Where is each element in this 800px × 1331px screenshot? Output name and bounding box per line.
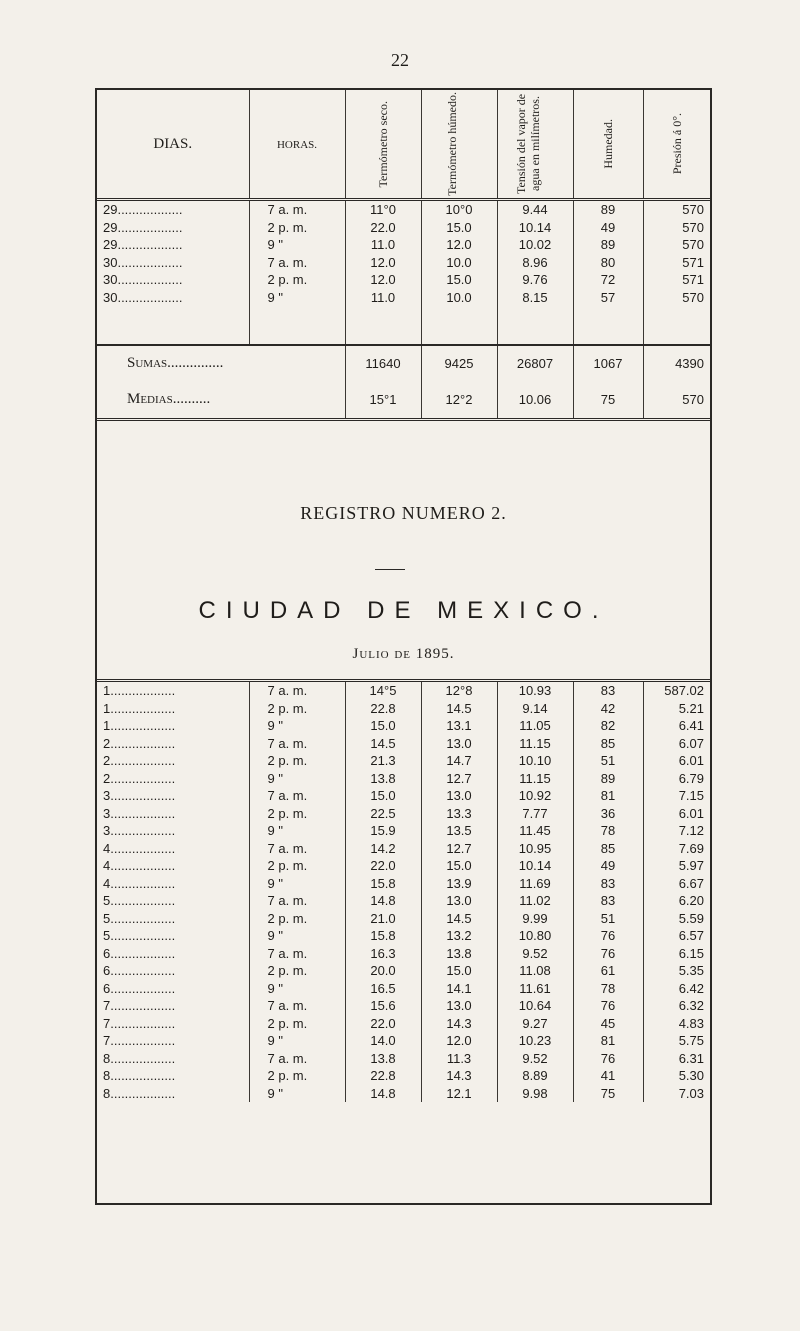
humedo-cell: 13.1 [421,717,497,735]
presion-cell: 6.15 [678,945,704,961]
page-number: 22 [391,50,409,70]
humedad-cell: 36 [573,805,643,823]
dia-cell: 30.................. [97,289,249,307]
presion-cell: 6.79 [678,770,704,786]
medias-label: Medias.......... [97,382,345,418]
tension-cell: 10.02 [497,236,573,254]
presion-cell: 570 [682,237,704,252]
humedad-cell: 45 [573,1015,643,1033]
dia-cell: 29.................. [97,200,249,219]
presion-cell: 7.69 [678,840,704,856]
dia-cell: 4.................. [97,857,249,875]
table-row [97,787,710,805]
tension-cell: 8.15 [497,289,573,307]
humedo-cell: 12.7 [421,770,497,788]
table-row [97,271,710,289]
hora-cell: 9 " [249,236,345,254]
table-row [97,1032,710,1050]
hora-cell: 2 p. m. [249,752,345,770]
humedo-cell: 13.0 [421,787,497,805]
table-row [97,875,710,893]
table-row [97,735,710,753]
humedad-cell: 81 [573,1032,643,1050]
dia-cell: 29.................. [97,219,249,237]
humedo-cell: 14.5 [421,700,497,718]
header-presion: Presión á 0°. [643,90,710,200]
tension-cell: 9.98 [497,1085,573,1103]
header-termometro-seco: Termómetro seco. [345,90,421,200]
humedad-cell: 51 [573,752,643,770]
hora-cell: 9 " [249,980,345,998]
humedad-cell: 89 [573,200,643,219]
hora-cell: 7 a. m. [249,892,345,910]
table-row [97,980,710,998]
presion-cell: 571 [682,254,704,270]
table-row [97,1015,710,1033]
humedo-cell: 10.0 [421,254,497,272]
tension-cell: 10.10 [497,752,573,770]
seco-cell: 14°5 [345,682,421,700]
tension-cell: 10.64 [497,997,573,1015]
hora-cell: 2 p. m. [249,857,345,875]
tension-cell: 11.15 [497,770,573,788]
seco-cell: 22.5 [345,805,421,823]
tension-cell: 9.52 [497,945,573,963]
humedo-cell: 12°8 [421,682,497,700]
hora-cell: 9 " [249,1032,345,1050]
dia-cell: 6.................. [97,962,249,980]
tension-cell: 9.76 [497,271,573,289]
sumas-label: Sumas............... [97,345,345,382]
tension-cell: 9.14 [497,700,573,718]
hora-cell: 9 " [249,927,345,945]
hora-cell: 7 a. m. [249,997,345,1015]
medias-value: 12°2 [421,382,497,418]
humedo-cell: 13.0 [421,892,497,910]
presion-cell: 5.97 [678,858,704,873]
seco-cell: 12.0 [345,254,421,272]
humedad-cell: 78 [573,822,643,840]
humedad-cell: 75 [573,1085,643,1103]
humedad-cell: 85 [573,840,643,858]
presion-cell: 7.12 [678,823,704,838]
medias-value: 15°1 [345,382,421,418]
humedad-cell: 83 [573,682,643,700]
seco-cell: 20.0 [345,962,421,980]
humedo-cell: 12.0 [421,236,497,254]
seco-cell: 14.0 [345,1032,421,1050]
sumas-row [97,345,710,382]
humedad-cell: 89 [573,770,643,788]
seco-cell: 14.5 [345,735,421,753]
seco-cell: 14.8 [345,892,421,910]
dia-cell: 29.................. [97,236,249,254]
hora-cell: 2 p. m. [249,910,345,928]
hora-cell: 9 " [249,875,345,893]
sumas-value: 4390 [643,345,710,382]
seco-cell: 21.3 [345,752,421,770]
humedo-cell: 14.3 [421,1015,497,1033]
bottom-rows [97,682,710,1102]
tension-cell: 11.02 [497,892,573,910]
presion-cell: 7.15 [678,788,704,803]
tension-cell: 10.92 [497,787,573,805]
table-row [97,805,710,823]
humedad-cell: 76 [573,1050,643,1068]
seco-cell: 14.8 [345,1085,421,1103]
humedo-cell: 10.0 [421,289,497,307]
seco-cell: 11°0 [345,200,421,219]
hora-cell: 7 a. m. [249,200,345,219]
title-divider [375,569,405,570]
hora-cell: 7 a. m. [249,840,345,858]
sumas-value: 26807 [497,345,573,382]
tension-cell: 10.93 [497,682,573,700]
dia-cell: 7.................. [97,997,249,1015]
seco-cell: 16.5 [345,980,421,998]
humedad-cell: 78 [573,980,643,998]
humedad-cell: 83 [573,892,643,910]
hora-cell: 9 " [249,1085,345,1103]
humedad-cell: 89 [573,236,643,254]
table-row [97,219,710,237]
hora-cell: 2 p. m. [249,1067,345,1085]
table-row [97,927,710,945]
presion-cell: 5.59 [678,910,704,926]
table-row [97,857,710,875]
medias-value: 570 [682,392,704,408]
dia-cell: 8.................. [97,1050,249,1068]
header-row [97,90,710,200]
header-tension-vapor: Tensión del vapor de agua en milímetros. [497,90,573,200]
dia-cell: 5.................. [97,892,249,910]
dia-cell: 8.................. [97,1085,249,1103]
humedo-cell: 13.0 [421,997,497,1015]
dia-cell: 5.................. [97,910,249,928]
presion-cell: 5.35 [678,963,704,978]
humedo-cell: 14.5 [421,910,497,928]
humedo-cell: 13.2 [421,927,497,945]
humedo-cell: 13.0 [421,735,497,753]
tension-cell: 9.99 [497,910,573,928]
humedo-cell: 15.0 [421,271,497,289]
table-row [97,717,710,735]
table-row [97,892,710,910]
tension-cell: 8.89 [497,1067,573,1085]
humedad-cell: 82 [573,717,643,735]
hora-cell: 2 p. m. [249,962,345,980]
register-title-block [97,418,710,682]
seco-cell: 15.6 [345,997,421,1015]
hora-cell: 7 a. m. [249,254,345,272]
humedo-cell: 15.0 [421,857,497,875]
dia-cell: 6.................. [97,980,249,998]
humedad-cell: 72 [573,271,643,289]
table-row [97,236,710,254]
tension-cell: 11.69 [497,875,573,893]
seco-cell: 15.8 [345,875,421,893]
dia-cell: 1.................. [97,717,249,735]
presion-cell: 570 [682,219,704,235]
presion-cell: 570 [682,289,704,305]
humedo-cell: 11.3 [421,1050,497,1068]
sumas-value: 1067 [573,345,643,382]
seco-cell: 15.0 [345,787,421,805]
medias-value: 75 [573,382,643,418]
seco-cell: 11.0 [345,236,421,254]
dia-cell: 30.................. [97,254,249,272]
presion-cell: 6.42 [678,980,704,996]
table-row [97,254,710,272]
dia-cell: 2.................. [97,735,249,753]
seco-cell: 16.3 [345,945,421,963]
presion-cell: 570 [682,202,704,217]
humedo-cell: 10°0 [421,200,497,219]
dia-cell: 3.................. [97,805,249,823]
humedad-cell: 80 [573,254,643,272]
seco-cell: 22.8 [345,1067,421,1085]
header-dias: DIAS. [97,90,249,200]
table-row [97,682,710,700]
table-row [97,945,710,963]
tension-cell: 9.52 [497,1050,573,1068]
tension-cell: 11.08 [497,962,573,980]
humedo-cell: 14.3 [421,1067,497,1085]
seco-cell: 22.0 [345,857,421,875]
humedo-cell: 12.1 [421,1085,497,1103]
hora-cell: 7 a. m. [249,735,345,753]
medias-row [97,382,710,418]
humedad-cell: 81 [573,787,643,805]
humedad-cell: 76 [573,945,643,963]
hora-cell: 9 " [249,717,345,735]
seco-cell: 14.2 [345,840,421,858]
presion-cell: 6.07 [678,735,704,751]
presion-cell: 6.57 [678,928,704,943]
presion-cell: 6.20 [678,893,704,908]
humedo-cell: 13.8 [421,945,497,963]
hora-cell: 7 a. m. [249,787,345,805]
presion-cell: 6.32 [678,998,704,1013]
presion-cell: 6.01 [678,753,704,768]
presion-cell: 5.75 [678,1033,704,1048]
seco-cell: 22.8 [345,700,421,718]
humedad-cell: 76 [573,997,643,1015]
presion-cell: 6.67 [678,875,704,891]
tension-cell: 10.80 [497,927,573,945]
dia-cell: 1.................. [97,700,249,718]
top-rows [97,200,710,307]
dia-cell: 7.................. [97,1032,249,1050]
tension-cell: 11.61 [497,980,573,998]
dia-cell: 4.................. [97,875,249,893]
presion-cell: 587.02 [664,683,704,698]
table-row [97,1050,710,1068]
dia-cell: 5.................. [97,927,249,945]
hora-cell: 2 p. m. [249,219,345,237]
humedo-cell: 14.7 [421,752,497,770]
dia-cell: 1.................. [97,682,249,700]
table-row [97,700,710,718]
humedad-cell: 85 [573,735,643,753]
dia-cell: 3.................. [97,787,249,805]
humedo-cell: 15.0 [421,219,497,237]
hora-cell: 9 " [249,289,345,307]
tension-cell: 10.14 [497,219,573,237]
humedad-cell: 83 [573,875,643,893]
sumas-value: 9425 [421,345,497,382]
presion-cell: 6.41 [678,718,704,733]
seco-cell: 21.0 [345,910,421,928]
seco-cell: 15.9 [345,822,421,840]
humedad-cell: 42 [573,700,643,718]
tension-cell: 11.05 [497,717,573,735]
hora-cell: 7 a. m. [249,1050,345,1068]
humedad-cell: 76 [573,927,643,945]
table-row [97,997,710,1015]
medias-value: 10.06 [497,382,573,418]
hora-cell: 2 p. m. [249,805,345,823]
humedo-cell: 13.3 [421,805,497,823]
presion-cell: 5.30 [678,1068,704,1083]
table-row [97,289,710,307]
observation-table-frame [95,88,712,1205]
header-horas: HORAS. [249,90,345,200]
tension-cell: 9.44 [497,200,573,219]
humedad-cell: 57 [573,289,643,307]
tension-cell: 11.45 [497,822,573,840]
header-termometro-humedo: Termómetro húmedo. [421,90,497,200]
presion-cell: 6.01 [678,805,704,821]
sumas-value: 11640 [345,345,421,382]
hora-cell: 9 " [249,822,345,840]
hora-cell: 7 a. m. [249,682,345,700]
tension-cell: 10.23 [497,1032,573,1050]
seco-cell: 13.8 [345,1050,421,1068]
humedo-cell: 12.7 [421,840,497,858]
tension-cell: 7.77 [497,805,573,823]
dia-cell: 8.................. [97,1067,249,1085]
hora-cell: 9 " [249,770,345,788]
dia-cell: 7.................. [97,1015,249,1033]
dia-cell: 6.................. [97,945,249,963]
hora-cell: 2 p. m. [249,1015,345,1033]
humedad-cell: 41 [573,1067,643,1085]
hora-cell: 2 p. m. [249,271,345,289]
header-humedad: Humedad. [573,90,643,200]
presion-cell: 4.83 [678,1015,704,1031]
dia-cell: 2.................. [97,752,249,770]
seco-cell: 15.8 [345,927,421,945]
humedad-cell: 61 [573,962,643,980]
seco-cell: 13.8 [345,770,421,788]
humedo-cell: 12.0 [421,1032,497,1050]
observations-table-bottom [97,682,710,1102]
table-row [97,770,710,788]
tension-cell: 8.96 [497,254,573,272]
presion-cell: 7.03 [678,1085,704,1101]
tension-cell: 10.14 [497,857,573,875]
humedo-cell: 13.5 [421,822,497,840]
month-heading: Julio de 1895. [352,646,455,662]
tension-cell: 11.15 [497,735,573,753]
dia-cell: 2.................. [97,770,249,788]
seco-cell: 15.0 [345,717,421,735]
seco-cell: 12.0 [345,271,421,289]
table-row [97,1085,710,1103]
register-heading: REGISTRO NUMERO 2. [300,503,507,523]
table-row [97,962,710,980]
humedad-cell: 49 [573,857,643,875]
presion-cell: 5.21 [678,700,704,716]
dia-cell: 30.................. [97,271,249,289]
seco-cell: 11.0 [345,289,421,307]
table-row [97,840,710,858]
table-row [97,910,710,928]
tension-cell: 10.95 [497,840,573,858]
humedo-cell: 13.9 [421,875,497,893]
presion-cell: 571 [682,272,704,287]
dia-cell: 4.................. [97,840,249,858]
table-row [97,822,710,840]
city-heading: CIUDAD DE MEXICO. [198,597,609,624]
observations-table-top [97,90,710,418]
tension-cell: 9.27 [497,1015,573,1033]
humedad-cell: 51 [573,910,643,928]
seco-cell: 22.0 [345,1015,421,1033]
presion-cell: 6.31 [678,1050,704,1066]
seco-cell: 22.0 [345,219,421,237]
humedad-cell: 49 [573,219,643,237]
hora-cell: 2 p. m. [249,700,345,718]
humedo-cell: 15.0 [421,962,497,980]
humedo-cell: 14.1 [421,980,497,998]
table-row [97,1067,710,1085]
table-row [97,200,710,219]
hora-cell: 7 a. m. [249,945,345,963]
dia-cell: 3.................. [97,822,249,840]
table-row [97,752,710,770]
